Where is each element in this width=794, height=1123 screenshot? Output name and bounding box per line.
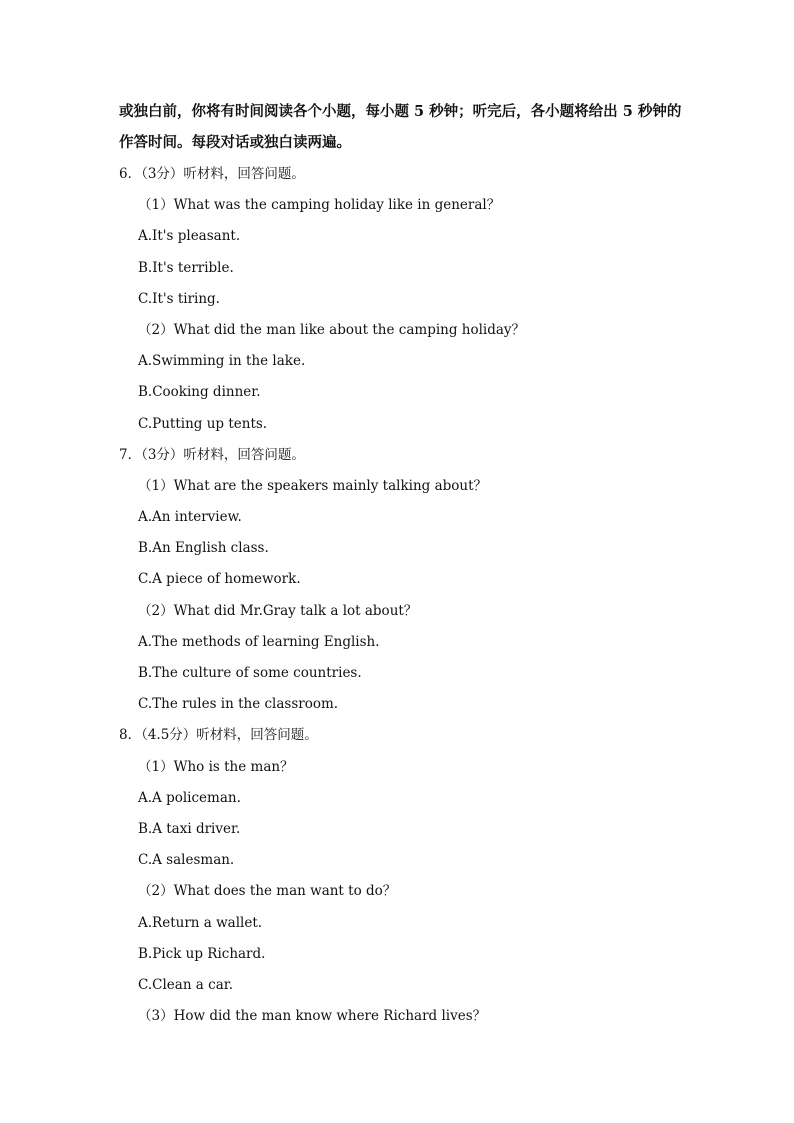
option-7-1-c: C.A piece of homework. [138,571,301,588]
question-8-3: （3）How did the man know where Richard lives？ [138,1008,487,1025]
question-7-2: （2）What did Mr.Gray talk a lot about？ [138,602,418,619]
option-8-1-c: C.A salesman. [138,852,235,869]
instructions-line-1: 或独白前，你将有时间阅读各个小题，每小题 5 秒钟；听完后，各小题将给出 5 秒钟的 [119,103,682,120]
option-6-1-a: A.It's pleasant. [138,228,241,245]
question-7-header: 7．（3分）听材料，回答问题。 [119,446,305,463]
question-6-header: 6．（3分）听材料，回答问题。 [119,166,305,182]
option-8-2-b: B.Pick up Richard. [138,945,266,962]
question-list [0,163,794,1036]
option-6-1-c: C.It's tiring. [138,290,220,307]
question-6-2: （2）What did the man like about the camping holiday？ [138,321,526,338]
option-8-1-a: A.A policeman. [138,789,241,806]
instructions-line-2: 作答时间。每段对话或独白读两遍。 [119,134,351,151]
option-7-1-a: A.An interview. [138,509,242,526]
option-6-1-b: B.It's terrible. [138,259,234,276]
question-8-1: （1）Who is the man？ [138,758,294,775]
option-6-2-c: C.Putting up tents. [138,415,268,432]
option-7-1-b: B.An English class. [138,540,269,557]
option-7-2-a: A.The methods of learning English. [138,633,380,650]
option-6-2-b: B.Cooking dinner. [138,384,261,401]
question-7-1: （1）What are the speakers mainly talking about？ [138,477,488,494]
question-8-2: （2）What does the man want to do？ [138,883,397,900]
option-8-2-a: A.Return a wallet. [138,914,263,931]
question-8-header: 8．（4.5分）听材料，回答问题。 [119,727,318,744]
option-8-1-b: B.A taxi driver. [138,820,241,837]
option-6-2-a: A.Swimming in the lake. [138,353,306,370]
question-6-1: （1）What was the camping holiday like in general？ [138,197,501,214]
option-8-2-c: C.Clean a car. [138,976,234,993]
option-7-2-c: C.The rules in the classroom. [138,696,339,713]
option-7-2-b: B.The culture of some countries. [138,665,362,681]
